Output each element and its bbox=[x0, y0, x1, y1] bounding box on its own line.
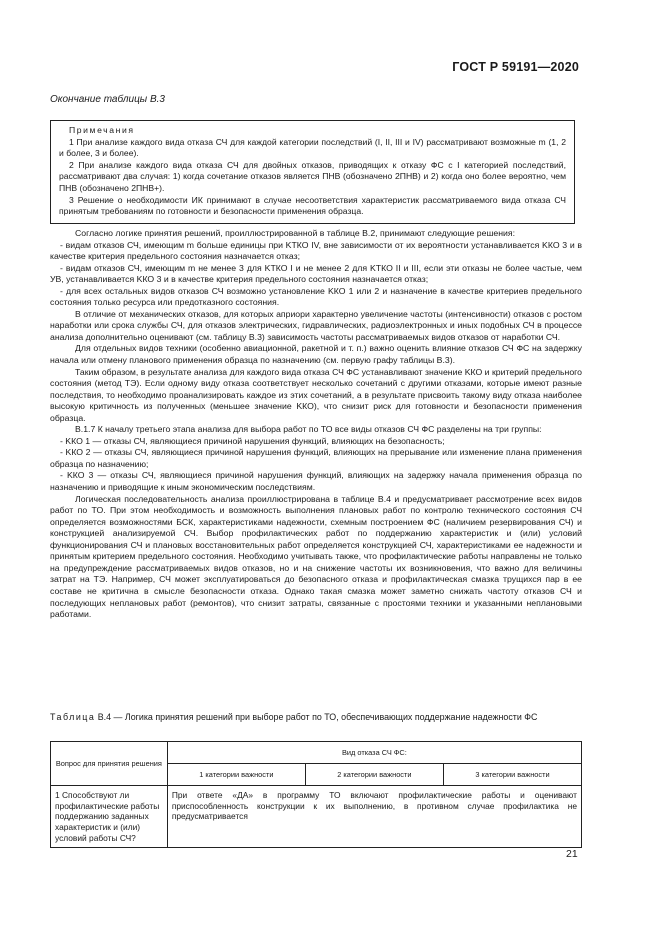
table-caption bbox=[50, 711, 582, 723]
page-number: 21 bbox=[566, 848, 578, 860]
list-item: - KКО 1 — отказы СЧ, являющиеся причиной нарушения функций, влияющих на безопасность; bbox=[60, 435, 445, 446]
table-row bbox=[51, 786, 582, 848]
standard-number: ГОСТ Р 59191—2020 bbox=[452, 60, 579, 74]
note-3: 3 Решение о необходимости ИК принимают в случае несоответствия характеристик рассматриваемого вида отказа СЧ принятым требованиям по готовности и безопасности применения образца. bbox=[59, 194, 566, 217]
list-item: - для всех остальных видов отказов СЧ возможно установление KКО 1 или 2 и назначение в качестве критериев предельного состояния только ресурса или предотказного состояния. bbox=[50, 285, 582, 308]
paragraph: В.1.7 К началу третьего этапа анализа для выбора работ по ТО все виды отказов СЧ ФС разделены на три группы: bbox=[75, 424, 542, 435]
header-cat-3: 3 категории важности bbox=[443, 764, 581, 786]
row-answer: При ответе «ДА» в программу ТО включают профилактические работы и оценивают приспособленность конструкции к их выполнению, в противном случае профилактика не предусматривается bbox=[167, 786, 581, 848]
decision-table bbox=[50, 741, 582, 848]
header-failure-type: Вид отказа СЧ ФС: bbox=[167, 742, 581, 764]
row-question: 1 Способствуют ли профилактические работы поддержанию заданных характеристик и (или) условий работы СЧ? bbox=[51, 786, 168, 848]
paragraph: В отличие от механических отказов, для которых априори характерно увеличение частоты (интенсивности) отказов с ростом наработки или срока службы СЧ, для отказов электрических, гидравлических, радиоэлектронных и иных подобных СЧ в процессе анализа дополнительно оценивают (см. таблицу В.3) зависимость частоты рассматриваемых видов отказов от наработки СЧ. bbox=[50, 308, 582, 342]
body-text bbox=[50, 228, 582, 621]
table-continuation-label: Окончание таблицы В.3 bbox=[50, 94, 165, 105]
paragraph: Таким образом, в результате анализа для каждого вида отказа СЧ ФС устанавливают значение KКО и критерий предельного состояния (метод ТЭ). Если одному виду отказа соответствует несколько сочетаний с другими отказами, которые имеют разные последствия, то необходимо проанализировать каждое из этих сочетаний, а в результате присвоить такому виду отказа наиболее высокую критичность из полученных (меньшее значение KКО), что снизит риск для готовности и безопасности применения образца. bbox=[50, 366, 582, 423]
note-1: 1 При анализе каждого вида отказа СЧ для каждой категории последствий (I, II, III и IV) рассматривают возможные m (1, 2 и более, 3 и более). bbox=[59, 136, 566, 159]
paragraph: Согласно логике принятия решений, проиллюстрированной в таблице В.2, принимают следующие решения: bbox=[75, 228, 516, 238]
list-item: - KКО 3 — отказы СЧ, являющиеся причиной нарушения функций, влияющих на задержку начала применения образца по назначению и приводящие к иным экономическим последствиям. bbox=[50, 470, 582, 493]
paragraph: Логическая последовательность анализа проиллюстрирована в таблице В.4 и предусматривает рассмотрение всех видов работ по ТО. При этом необходимость и возможность выполнения плановых работ по контролю технического состояния СЧ определяется возможностями БСК, характеристиками надежности, схемным построением ФС (наличием резервирования СЧ) и конструкцией анализируемой СЧ. Выбор профилактических работ по поддержанию характеристик и (или) условий функционирования СЧ и плановых восстановительных работ определяется конструкцией СЧ, характеристиками ее надежности и принятым критерием предельного состояния. Необходимо учитывать также, что профилактические работы направлены не только на предупреждение рассматриваемых видов отказов, но и на снижение частоты их возникновения, что важно для величины затрат на ТЭ. Например, СЧ может эксплуатироваться до безопасного отказа и профилактическая смазка трущихся пар в ее составе не критична в смысле безопасности отказа. Однако такая смазка может заметно снижать частоту отказов СЧ и последующих неплановых работ (ремонтов), что снизит затраты, связанные с простоями техники и указанными неплановыми работами. bbox=[50, 493, 582, 620]
header-question: Вопрос для принятия решения bbox=[51, 742, 168, 786]
notes-box bbox=[50, 120, 575, 224]
table-title: В.4 — Логика принятия решений при выборе работ по ТО, обеспечивающих поддержание надежности ФС bbox=[97, 712, 538, 722]
header-cat-1: 1 категории важности bbox=[167, 764, 305, 786]
header-cat-2: 2 категории важности bbox=[305, 764, 443, 786]
list-item: - видам отказов СЧ, имеющим m не менее 3 для KТКО I и не менее 2 для KТКО II и III, если эти отказы не более частые, чем УВ, устанавливается KКО 3 и в качестве критерия предельного состояния назначается отказ; bbox=[50, 262, 582, 285]
note-2: 2 При анализе каждого вида отказа СЧ для двойных отказов, приводящих к отказу ФС с I категорией последствий, рассматривают два случая: 1) когда сочетание отказов является ПНВ (обозначено 2ПНВ) и 2) когда оно более вероятно, чем ПНВ (обозначено 2ПНВ+). bbox=[59, 159, 566, 193]
list-item: - KКО 2 — отказы СЧ, являющиеся причиной нарушения функций, влияющих на прерывание или изменение плана применения образца по назначению; bbox=[50, 447, 582, 469]
table-label: Таблица bbox=[50, 712, 96, 722]
notes-heading: Примечания bbox=[69, 125, 135, 135]
paragraph: Для отдельных видов техники (особенно авиационной, ракетной и т. п.) важно оценить влияние отказов СЧ ФС на задержку начала или отмену планового применения образца по назначению (см. первую графу таблицы В.3). bbox=[50, 343, 582, 366]
list-item: - видам отказов СЧ, имеющим m больше единицы при KТКО IV, вне зависимости от их вероятности устанавливается KКО 3 и в качестве критерия предельного состояния назначается отказ; bbox=[50, 239, 582, 262]
